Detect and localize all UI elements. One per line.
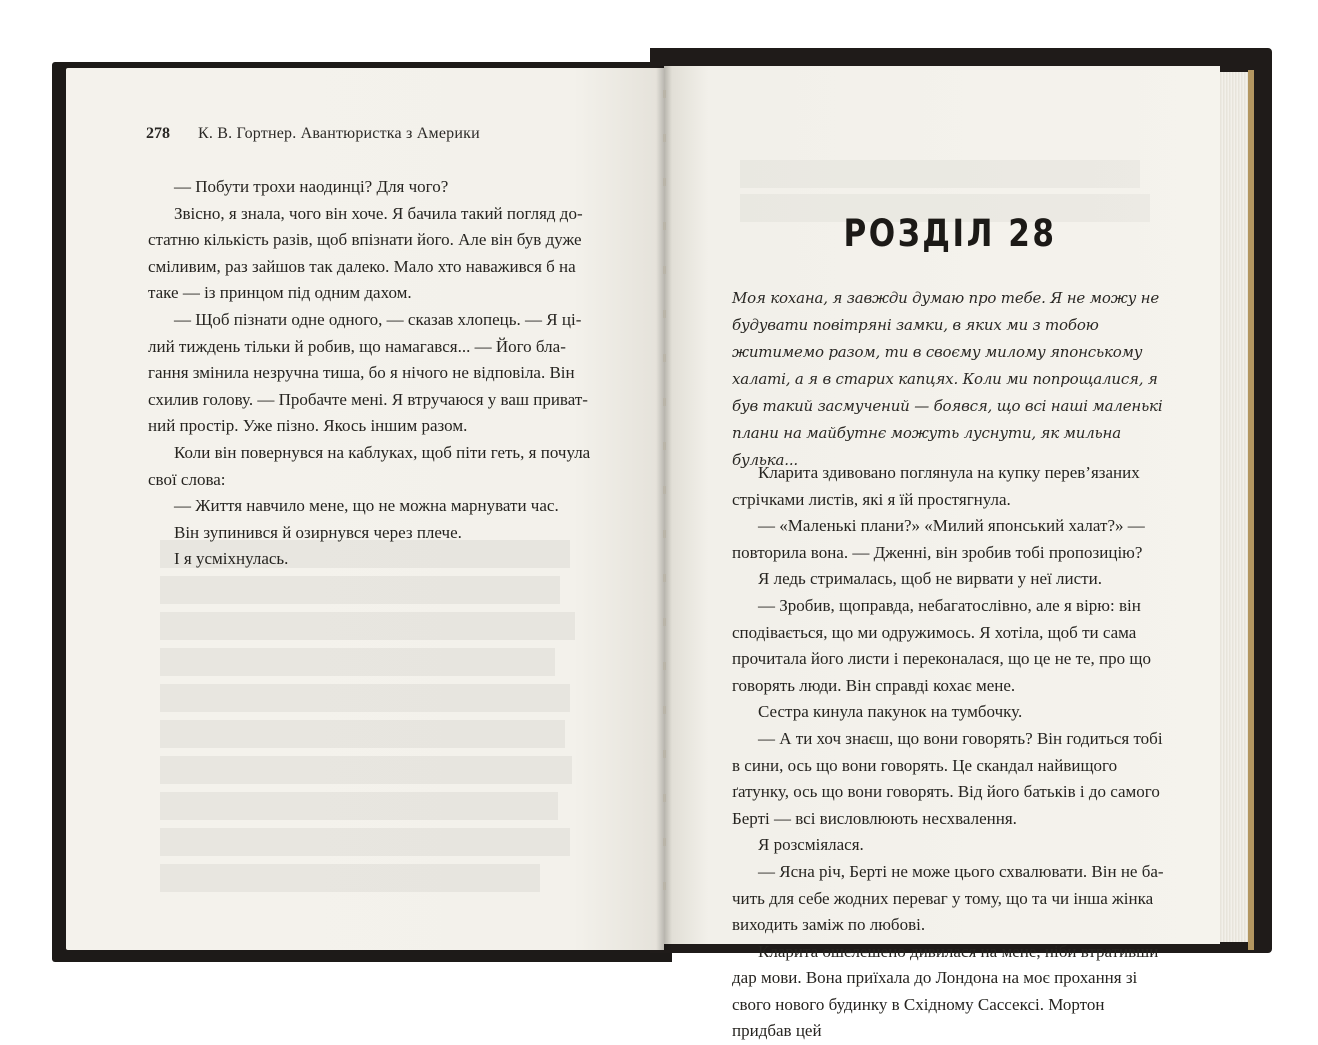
letter-epigraph: Моя кохана, я завжди думаю про тебе. Я не можу не будувати повітряні замки, в яких ми з тобою житимемо разом, ти в своєму милому японському халаті, а я в старих капцях. Коли ми попрощалися, я був такий засмучений — боявся, що всі наші маленькі плани на майбутнє можуть луснути, як мильна булька... — [732, 289, 1163, 469]
paragraph: Він зупинився й озирнувся через плече. — [174, 522, 462, 542]
chapter-title: РОЗДІЛ 28 — [843, 212, 1057, 255]
show-through-left — [160, 540, 580, 900]
paragraph: Я розсміялася. — [758, 835, 864, 855]
cover-edge-gilt — [1248, 70, 1254, 950]
paragraph: — А ти хоч знаєш, що вони говорять? Він годиться тобі в сини, ось що вони говорять. Це скандал найвищого ґатунку, ось що вони говорять. Від його батьків і до самого Берті — всі висловлюють несхвалення. — [732, 728, 1163, 828]
right-page-body — [732, 460, 1166, 1045]
paragraph: — Щоб пізнати одне одного, — сказав хлопець. — Я цілий тиждень тільки й робив, що намагався... — Його благання змінила незручна тиша, бо я нічого не відповіла. Він схилив голову. — Пробачте мені. Я втручаюся у ваш приватний простір. Уже пізно. Якось іншим разом. — [148, 309, 588, 436]
paragraph: — Зробив, щоправда, небагатослівно, але я вірю: він сподівається, що ми одружимось. Я хотіла, щоб ти сама прочитала його листи і переконалася, що це не те, про що говорять люди. Він справді кохає мене. — [732, 595, 1151, 695]
paragraph: — Життя навчило мене, що не можна марнувати час. — [174, 496, 559, 516]
running-title: К. В. Гортнер. Авантюристка з Америки — [198, 125, 480, 142]
left-page-body — [148, 174, 596, 573]
running-header — [146, 125, 480, 143]
paragraph: Кларита ошелешено дивилася на мене, ніби втративши дар мови. Вона приїхала до Лондона на моє прохання зі свого нового будинку в Східному Сассексі. Мортон придбав цей — [732, 941, 1159, 1041]
paragraph: — «Маленькі плани?» «Милий японський халат?» — повторила вона. — Дженні, він зробив тобі пропозицію? — [732, 516, 1145, 562]
binding-stitches — [663, 90, 666, 920]
paragraph: Звісно, я знала, чого він хоче. Я бачила такий погляд достатню кількість разів, щоб впізнати його. Але він був дуже сміливим, раз зайшов так далеко. Мало хто наважився б на таке — із принцом під одним дахом. — [148, 203, 583, 303]
paragraph: — Ясна річ, Берті не може цього схвалювати. Він не бачить для себе жодних переваг у тому, що та чи інша жінка виходить заміж по любові. — [732, 861, 1164, 935]
paragraph: — Побути трохи наодинці? Для чого? — [174, 177, 449, 196]
page-number: 278 — [146, 125, 170, 142]
paragraph: Коли він повернувся на каблуках, щоб піти геть, я почула свої слова: — [148, 442, 591, 489]
paragraph: Я ледь стрималась, щоб не вирвати у неї листи. — [758, 569, 1102, 589]
paragraph: Кларита здивовано поглянула на купку перев’язаних стрічками листів, які я їй простягнула. — [732, 463, 1140, 509]
paragraph: Сестра кинула пакунок на тумбочку. — [758, 702, 1023, 722]
paragraph: І я усміхнулась. — [174, 549, 289, 569]
